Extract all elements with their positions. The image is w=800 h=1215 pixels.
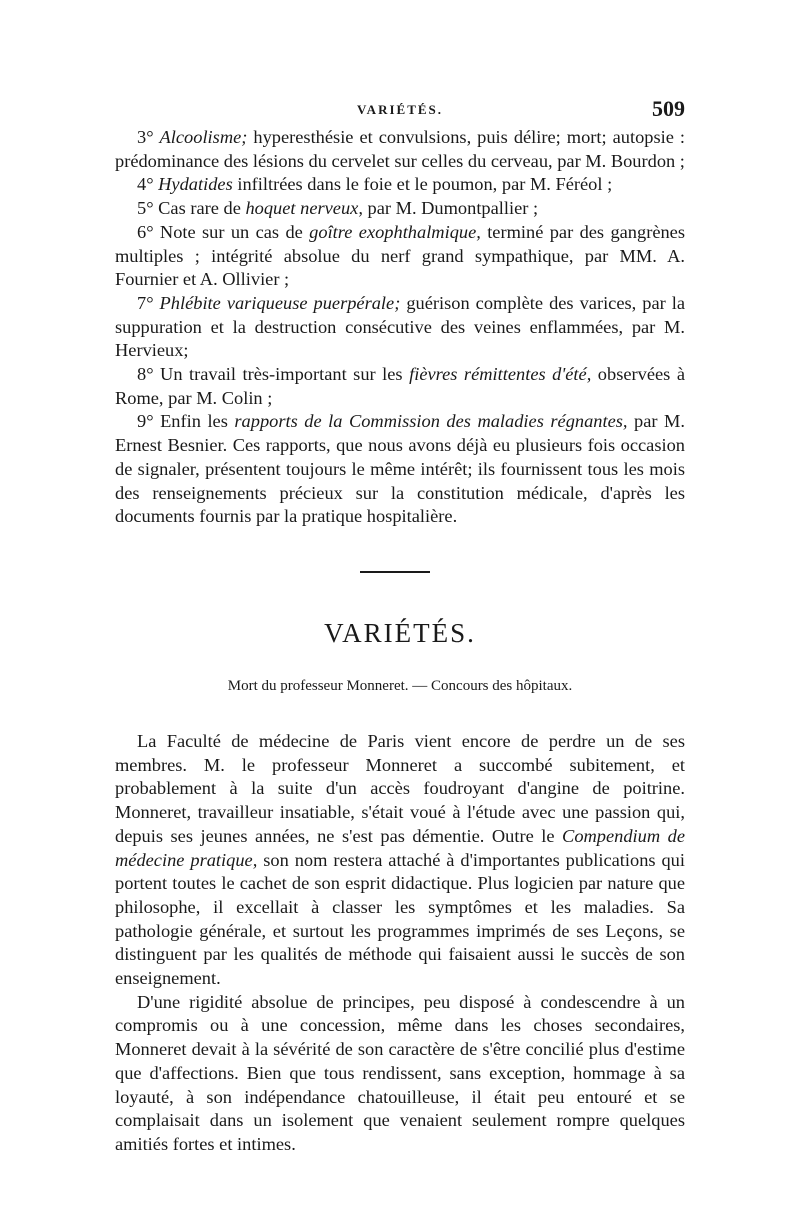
section-title: VARIÉTÉS. bbox=[324, 618, 476, 648]
article-body bbox=[115, 730, 685, 1157]
running-header bbox=[115, 96, 685, 120]
numbered-items bbox=[115, 126, 685, 529]
item-6: 6° Note sur un cas de goître exophthalmique, terminé par des gangrènes multiples ; intégrité absolue du nerf grand sympathique, par MM. A. Fournier et A. Ollivier ; bbox=[115, 221, 685, 290]
section-divider bbox=[360, 571, 430, 573]
item-9: 9° Enfin les rapports de la Commission des maladies régnantes, par M. Ernest Besnier. Ces rapports, que nous avons déjà eu plusieurs fois occasion de signaler, présentent toujours le même intérêt; ils fournissent tous les mois des renseignements précieux sur la constitution médicale, d'après les documents fournis par la pratique hospitalière. bbox=[115, 411, 685, 527]
item-3: 3° Alcoolisme; hyperesthésie et convulsions, puis délire; mort; autopsie : prédominance des lésions du cervelet sur celles du cerveau, par M. Bourdon ; bbox=[115, 127, 685, 171]
item-4: 4° Hydatides infiltrées dans le foie et le poumon, par M. Féréol ; bbox=[137, 174, 613, 195]
paragraph-1: La Faculté de médecine de Paris vient encore de perdre un de ses membres. M. le professeur Monneret a succombé subitement, et probablement à la suite d'un accès foudroyant d'angine de poitrine. Monneret, travailleur insatiable, s'était voué à l'étude avec une passion qui, depuis ses jeunes années, ne s'est pas démentie. Outre le Compendium de médecine pratique, son nom restera attaché à d'importantes publications qui portent toutes le cachet de son esprit didactique. Plus logicien par nature que philosophe, il excellait à classer les symptômes et les maladies. Sa pathologie générale, et surtout les programmes imprimés de ses Leçons, se distinguent par les qualités de méthode qui faisaient aussi le succès de son enseignement. bbox=[115, 731, 685, 989]
running-title: VARIÉTÉS. bbox=[356, 102, 444, 117]
item-7: 7° Phlébite variqueuse puerpérale; guérison complète des varices, par la suppuration et la destruction consécutive des veines enflammées, par M. Hervieux; bbox=[115, 292, 686, 361]
page-number: 509 bbox=[652, 96, 685, 121]
section-subtitle: Mort du professeur Monneret. — Concours des hôpitaux. bbox=[227, 678, 573, 694]
paragraph-2: D'une rigidité absolue de principes, peu disposé à condescendre à un compromis ou à une concession, même dans les choses secondaires, Monneret devait à la sévérité de son caractère de s'être concilié plus d'estime que d'affections. Bien que tous rendissent, sans exception, hommage à sa loyauté, à son indépendance chatouilleuse, il était peu entouré et se complaisait dans un isolement que venaient seulement rompre quelques amitiés fortes et intimes. bbox=[115, 991, 685, 1154]
item-5: 5° Cas rare de hoquet nerveux, par M. Dumontpallier ; bbox=[137, 198, 539, 219]
item-8: 8° Un travail très-important sur les fièvres rémittentes d'été, observées à Rome, par M. Colin ; bbox=[115, 364, 685, 408]
